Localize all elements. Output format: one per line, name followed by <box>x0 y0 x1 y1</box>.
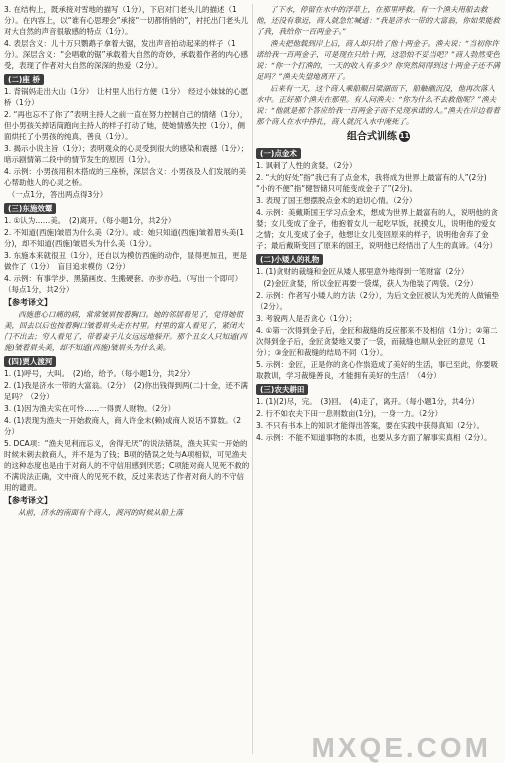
answer-line: 1. (1)贪财的裁缝和金匠从矮人那里意外地得到一笔财富（2分） <box>256 266 469 276</box>
answer-line: 4. 示例：有事学步、黑猫画皮、生搬硬套、亦步亦趋。（写出一个即可）（每点1分，共2分） <box>4 274 243 294</box>
answer-line: 1. ①认为……美。 (2)离开。（每小题1分，共2分） <box>4 216 176 225</box>
answer-line: 3. 揭示小说主旨（1分）；表明观众的心灵受到很大的感染和震撼（1分）；暗示剧情第二段中的情节发生的原因（1分）。 <box>4 144 249 164</box>
answer-line: 2. 示例：作者写小矮人的方法（2分），为后文金匠被认为光秃的人做铺垫（2分）。 <box>256 290 500 311</box>
answer-line: 1. 背锅妈走出大山（1分） 让村里人出行方便（1分） 经过小妹妹的心愿桥（1分） <box>4 87 249 107</box>
answer-line: 4. (1)表现为渔夫一开始救商人，商人许金未(赖)或商人说话不算数。（2分） <box>4 416 242 436</box>
section-title-dongshi: (三)东施效颦 <box>4 203 56 214</box>
group-training-title <box>256 131 501 143</box>
reference-translation-heading: 【参考译文】 <box>4 298 52 307</box>
left-column <box>4 4 250 756</box>
answer-line: 3. (1)因为渔夫实在可怜……一得贾人财物。（2分） <box>4 404 176 413</box>
answer-line: 5. DCA项：“渔夫见利而忘义，舍得无厌”的说法错误，渔夫其实一开始的时候未刺去救商人，并不是为了钱；B项的错误之处与A项相似，可见渔夫的这种态度也是由于对商人的不守信用感到厌恶；C项能对商人见死不救的不满说法正确，文中商人的见死不救，反过来表达了作者对商人的不守信用的谴责。 <box>4 439 250 492</box>
answer-line: 3. 在结构上，既承接对雪地的描写（1分），下启对门老头儿的描述（1分）。在内容上，以“谁有心思理会”承接“一切都悄悄的”，衬托出门老头儿对大自然的声音很敏感的特点（1分）。 <box>4 5 249 36</box>
answer-line: 3. 不只有书本上的知识才能得出答案，要在实践中获得真知（2分）。 <box>256 420 485 430</box>
column-divider <box>252 4 253 754</box>
answer-line: 1. (1)呼号，大叫。 (2)给，给予。（每小题1分，共2分） <box>4 369 195 378</box>
watermark-logo: MXQE.COM <box>311 732 491 763</box>
answer-line: 2. 不知道(西施)皱眉为什么美（2分）。或：她只知道(西施)皱着眉头美(1分)，却不知道(西施)皱眉头为什么美（1分）。 <box>4 228 244 248</box>
answer-line: 2. “再也忘不了你了”表明主持人之前一直在努力控制自己的情绪（1分），但小男孩关掉话筒跑向主持人的样子打动了她，使她情感失控（1分），侧面烘托了小男孩的纯真、善良（1分）。 <box>4 110 248 141</box>
section-title-merchant: (四)贾人渡河 <box>4 356 56 367</box>
translation-continued: 了下水，停留在水中的浮草上，在那里呼救。有一个渔夫用船去救他，还没有靠近，商人就急忙喊道：“我是济水一带的大富翁，你如果能救了我，我给你一百两金子。” <box>256 5 500 36</box>
answer-line: 3. 东施本来就很丑（1分），还自以为模仿西施的动作，显得更加丑，更是做作了（1分） 盲目追求模仿（2分） <box>4 251 248 271</box>
answer-line: 4. 示例：美戴斯国王学习点金术，想成为世界上最富有的人，说明他的贪婪；女儿变成了金子，他抱着女儿一起吃早饭，抚摸女儿，说明他的爱女之情；女儿变成了金子，他想让女儿变回原来的样子，说明他舍弃了金子；最后戴斯变回了原来的国王，说明他已经悟出了人生的真谛。（4分） <box>256 207 499 250</box>
section-title-farmer: (三)农夫耕田 <box>256 384 308 395</box>
answer-line: 3. 表现了国王想摆脱点金术的迫切心情。（2分） <box>256 195 417 205</box>
answer-line: 4. 示例：小男孩用积木搭成的三座桥，深层含义：小男孩及人们发展的美心帮助他人的心灵之桥。 <box>4 167 247 187</box>
group-training-label: 组合式训练 <box>347 131 397 143</box>
number-badge-icon: 11 <box>399 132 410 140</box>
translation-continued: 渔夫把他载到岸上后，商人却只给了他十两金子。渔夫说：“当初你许诺给我一百两金子，可是现在只给十两，这恐怕不妥当吧？”商人勃然变色说：“你一个打渔的，一天的收入有多少？你突然间得到这十两金子还不满足吗？”渔夫失望地离开了。 <box>256 39 500 81</box>
answer-line: (2)金匠贪婪，所以金匠再要一袋煤，获人为他装了两袋。（2分） <box>256 278 478 288</box>
answer-line: 2. 行不如农夫下田一息则数亩(1分)，一身一力。（2分） <box>256 408 443 418</box>
answer-line: （一点1分，答出两点得3分） <box>4 190 108 199</box>
section-title-dwarf-gift: (二)小矮人的礼物 <box>256 254 323 265</box>
answer-line: 1. 讽刺了人性的贪婪。（2分） <box>256 160 357 170</box>
translation-continued: 后来有一天，这个商人乘船顺吕梁湖而下，船触礁沉没，他再次落入水中。正好那个渔夫在那里。有人问渔夫：“你为什么不去救他呢？”渔夫说：“他就是那个答应给我一百两金子而不兑现承诺的人。”渔夫在岸边看着那个商人在水中挣扎，商人就沉入水中淹死了。 <box>256 84 500 126</box>
section-title-bridge: (二)座 桥 <box>4 74 44 85</box>
answer-line: 5. 示例：金匠，正是你的贪心作祟造成了美好的生活，事已至此，你要吸取教训，学习裁缝善良，才能拥有美好的生活！（4分） <box>256 359 499 380</box>
right-column <box>256 4 501 763</box>
reference-translation-heading: 【参考译文】 <box>4 496 52 505</box>
answer-line: 4. 示例：不能不知道事物的本质，也要从多方面了解事实真相（2分）。 <box>256 432 492 442</box>
answer-line: 1. (1)(2)尽，完。 (3)回。 (4)走了，离开。（每小题1分，共4分） <box>256 396 479 406</box>
answer-line: 4. ①第一次得到金子后，金匠和裁缝的反应都来不及相信（1分）；②第二次得到金子后，金匠贪婪地又要了一袋，而裁缝也顺从金匠的意见（1分）；③金匠和裁缝的结局不同（1分）。 <box>256 325 498 357</box>
reference-translation: 西施患心口痛的病，常常皱眉按着胸口。她的邻居看见了，觉得她很美，回去以后也按着胸口皱着眉头走在村里。村里的富人看见了，紧闭大门不出去；穷人看见了，带着妻子儿女远远地躲开。那个丑女人只知道(西施)皱着眉头美，却不知道(西施)皱眉头为什么美。 <box>4 310 247 352</box>
section-title-golden-touch: (一)点金术 <box>256 148 301 159</box>
answer-line: 4. 表层含义：儿十万只鹦鹉子拿着大锯，发出声音拍动起来的样子（1分）。深层含义：“会唱歌的锯”承载着大自然的奇妙，承载着作者的内心感受，表现了作者对大自然的深深的热爱（2分）。 <box>4 39 249 70</box>
answer-line: 2. “大的好处”指“我已有了点金术，我将成为世界上最富有的人”(2分) “小的不便”指“健智储只可能变成金子了”(2分)。 <box>256 172 495 193</box>
answer-line: 3. 考貌两人是否贪心（1分）； <box>256 313 357 323</box>
answer-line: 2. (1)我是济水一带的大富翁。（2分） (2)你出钱得到两(二)十金，还不满足吗？（2分） <box>4 381 248 401</box>
reference-translation: 从前，济水的南面有个商人，渡河的时候从船上落 <box>18 508 183 517</box>
